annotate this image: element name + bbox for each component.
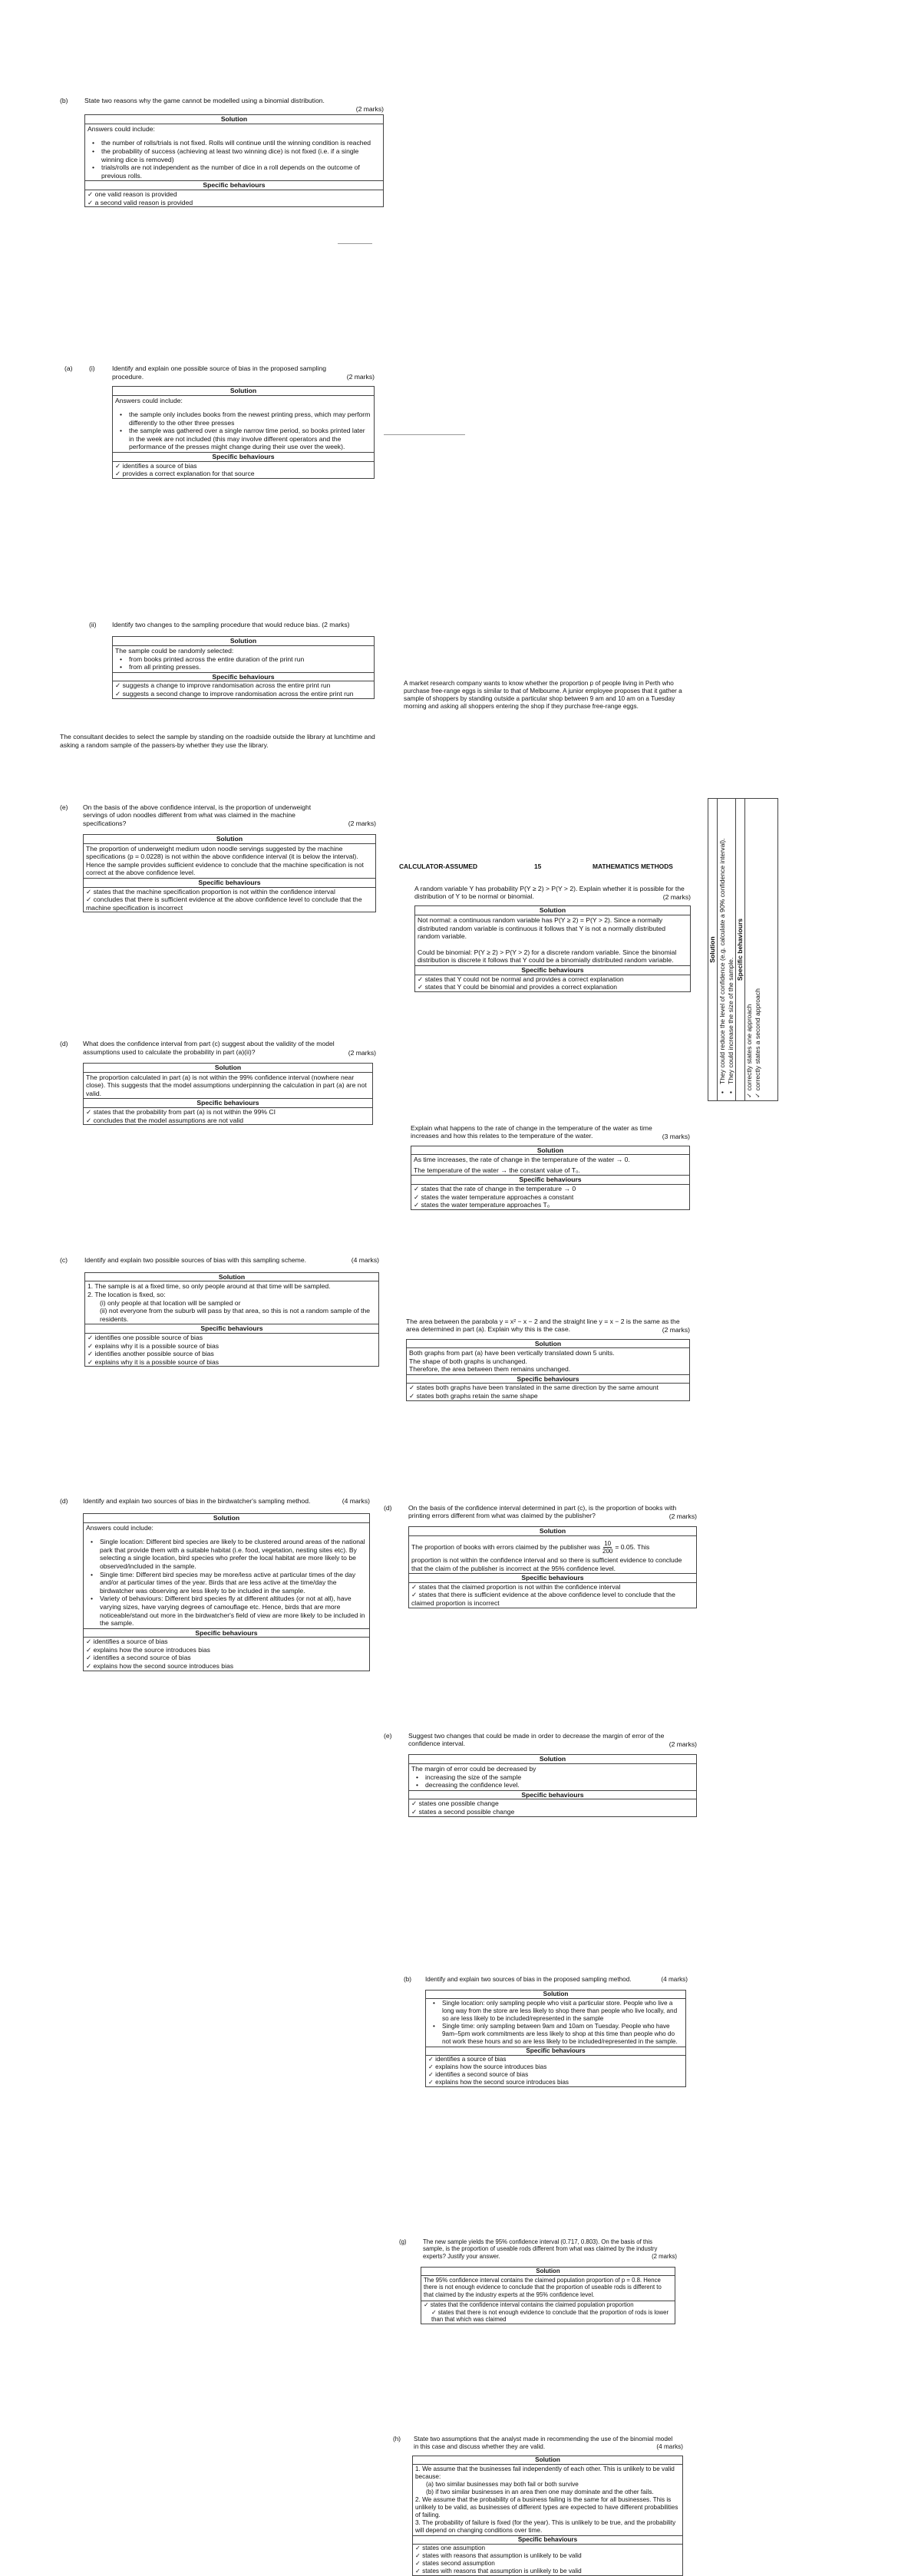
solution-body: The 95% confidence interval contains the claimed population proportion of p = 0.8. Hence there is not enough evidence to conclude that the proportion of useable rods is different to that claimed by the industry experts at the 95% confidence level. <box>421 2276 675 2302</box>
question-text: On the basis of the confidence interval determined in part (c), is the proportion of books with printing errors different from what was claimed by the publisher? <box>408 1503 677 1520</box>
question-marks: (2 marks) <box>662 1325 690 1334</box>
question-text-body: On the basis of the above confidence interval, is the proportion of underweight servings of udon noodles different from what was claimed in the machine specifications? <box>83 803 312 827</box>
question-marks: (2 marks) <box>348 820 376 828</box>
solution-box <box>408 1754 697 1816</box>
question-marks: (4 marks) <box>656 2443 683 2451</box>
question-marks: (4 marks) <box>351 1256 379 1265</box>
question-random-variable <box>414 885 691 992</box>
behaviour-item: ✓ identifies a source of bias <box>115 461 197 470</box>
behaviour-item: ✓ a second valid reason is provided <box>87 198 193 206</box>
solution-heading: Solution <box>426 1991 685 1999</box>
list-item: 2. The location is fixed, so: <box>87 1291 166 1299</box>
market-research-intro: A market research company wants to know whether the proportion p of people living in Perth who purchase free-range eggs is similar to that of Melbourne. A junior employee proposes that it gather a sample of shoppers by standing outside a particular shop between 9 am and 10 am on a Tuesday morning and asking all shoppers entering the shop if they purchase free-range eggs. <box>404 680 682 710</box>
question-text: A random variable Y has probability P(Y ≥ 2) > P(Y > 2). Explain whether it is possible for the distribution of Y to be normal or binomial. <box>414 884 685 901</box>
behaviour-item: ✓ states the water temperature approaches T₀ <box>414 1201 550 1209</box>
behaviour-item: ✓ states a second possible change <box>411 1807 515 1816</box>
list-item: 2. We assume that the probability of a business failing is the same for all businesses. This is unlikely to be valid, as businesses of different types are expected to have different probabilities of failing. <box>415 2496 678 2519</box>
question-a-i <box>64 364 375 479</box>
solution-heading: Solution <box>708 799 718 1100</box>
behaviours-heading: Specific behaviours <box>85 180 383 190</box>
solution-fraction-line <box>411 1540 694 1555</box>
question-label: (a) <box>64 364 73 373</box>
solution-heading: Solution <box>85 1273 378 1282</box>
question-marks: (3 marks) <box>662 1132 690 1140</box>
question-label: (b) <box>404 1975 412 1983</box>
solution-box <box>408 1526 697 1608</box>
question-label: (d) <box>60 1040 68 1048</box>
behaviour-item: ✓ suggests a change to improve randomisation across the entire print run <box>115 681 331 690</box>
solution-heading: Solution <box>411 1146 689 1156</box>
solution-box <box>83 834 376 912</box>
behaviour-item: ✓ states with reasons that assumption is unlikely to be valid <box>415 2568 582 2575</box>
solution-intro: Answers could include: <box>87 124 155 133</box>
question-label: (b) <box>60 97 68 104</box>
solution-body: The proportion of underweight medium udon noodle servings suggested by the machine specifications (p = 0.0228) is not within the above confidence interval (it is below the interval). Hence the sample provides sufficient evidence to conclude that the machine specification is not correct at the above confidence level. <box>86 844 364 877</box>
question-text: What does the confidence interval from part (c) suggest about the validity of the model assumptions used to calculate the probability in part (a)(ii)? <box>83 1040 335 1056</box>
question-text: State two reasons why the game cannot be modelled using a binomial distribution. <box>84 97 325 104</box>
solution-intro: Answers could include: <box>115 396 183 404</box>
question-marks: (2 marks) <box>348 1048 376 1057</box>
solution-heading: Solution <box>421 2268 675 2276</box>
list-item: • the probability of success (achieving at least two winning dice) is not fixed (i.e. if a single winning dice is removed) <box>101 147 381 163</box>
question-marks: (2 marks) <box>346 373 375 381</box>
behaviours-heading: Specific behaviours <box>113 672 374 682</box>
list-item: • the number of rolls/trials is not fixed. Rolls will continue until the winning condition is reached <box>101 139 381 147</box>
list-item: (a) two similar businesses may both fail or both survive <box>426 2481 579 2489</box>
header-right: MATHEMATICS METHODS <box>593 863 673 870</box>
solution-heading: Solution <box>413 2456 682 2465</box>
question-label: (h) <box>393 2436 401 2443</box>
list-item: • Single location: only sampling people who visit a particular store. People who live a long way from the store are less likely to shop there than people who live locally, and so are less likely to be included/represented in the sample <box>442 2000 683 2023</box>
behaviours-heading: Specific behaviours <box>84 1098 372 1108</box>
list-item: • Variety of behaviours: Different bird species fly at different altitudes (or not at all), have varying sizes, have varying degrees of camouflage etc. Hence, birds that are more noticeable/stand out more in the birdwatcher's field of view are more likely to be included in the sample. <box>100 1595 367 1627</box>
behaviour-item: ✓ states that Y could not be normal and provides a correct explanation <box>418 975 624 983</box>
solution-box <box>84 114 384 207</box>
behaviour-item: ✓ explains why it is a possible source of bias <box>87 1341 220 1350</box>
behaviour-item: ✓ suggests a second change to improve randomisation across the entire print run <box>115 690 354 698</box>
solution-body: The proportion calculated in part (a) is not within the 99% confidence interval (nowhere near close). This suggests that the model assumptions underpinning the calculation in part (a) are not valid. <box>86 1073 367 1097</box>
behaviours-heading: Specific behaviours <box>85 1324 378 1334</box>
question-c-library <box>60 1256 379 1367</box>
question-text: Identify and explain one possible source of bias in the proposed sampling procedure. <box>112 364 326 381</box>
question-d-model <box>60 1040 376 1125</box>
solution-heading: Solution <box>409 1755 696 1764</box>
solution-text: proportion is not within the confidence interval and so there is sufficient evidence to conclude that the claim of the publisher is incorrect at the 95% confidence level. <box>411 1556 682 1572</box>
behaviour-item: ✓ states that there is sufficient evidence at the above confidence level to conclude that the claimed proportion is incorrect <box>411 1591 675 1607</box>
behaviours-heading: Specific behaviours <box>415 965 690 975</box>
behaviour-item: ✓ explains how the second source introduces bias <box>86 1662 234 1671</box>
behaviour-item: ✓ explains how the source introduces bias <box>428 2063 547 2070</box>
question-marks: (2 marks) <box>668 1512 697 1520</box>
question-label: (d) <box>60 1497 68 1506</box>
rotated-solution <box>708 798 784 1101</box>
header-left: CALCULATOR-ASSUMED <box>399 863 478 870</box>
solution-box <box>421 2267 675 2324</box>
behaviours-heading: Specific behaviours <box>413 2535 682 2545</box>
question-text: The area between the parabola y = x² − x − 2 and the straight line y = x − 2 is the same as the area determined in part (a). Explain why this is the case. <box>406 1317 680 1334</box>
solution-heading: Solution <box>84 1514 369 1523</box>
solution-box <box>112 636 375 698</box>
question-label: (c) <box>60 1256 68 1265</box>
solution-text: The proportion of books with errors claimed by the publisher was <box>411 1543 600 1552</box>
solution-line: The shape of both graphs is unchanged. <box>409 1357 527 1365</box>
question-text: Explain what happens to the rate of change in the temperature of the water as time increases and how this relates to the temperature of the water. <box>411 1123 652 1140</box>
list-item: • Single time: Different bird species may be more/less active at particular times of the day and/or at particular times of the year. Birds that are less active at the time/day the birdwatcher was observing are less likely to be included in the sample. <box>100 1571 367 1595</box>
list-item: • They could increase the size of the sample. <box>727 801 735 1084</box>
behaviour-item: ✓ states the water temperature approaches a constant <box>414 1192 574 1201</box>
fraction-denominator: 200 <box>602 1548 613 1555</box>
list-item: • from all printing presses. <box>129 663 371 671</box>
behaviour-item: ✓ states one possible change <box>411 1799 499 1808</box>
solution-line: As time increases, the rate of change in the temperature of the water → 0. <box>414 1156 630 1164</box>
solution-heading: Solution <box>84 835 375 844</box>
list-item: • increasing the size of the sample <box>425 1773 694 1782</box>
behaviour-item: ✓ identifies one possible source of bias <box>87 1334 203 1341</box>
solution-box <box>412 2456 683 2576</box>
solution-heading: Solution <box>113 637 374 646</box>
list-item: • the sample only includes books from the newest printing press, which may perform differently to the other three presses <box>129 411 371 427</box>
solution-heading: Solution <box>409 1527 696 1536</box>
behaviours-heading: Specific behaviours <box>735 799 745 1100</box>
question-marks: (2 marks) <box>662 892 691 901</box>
question-label: (d) <box>384 1503 392 1512</box>
list-item: 3. The probability of failure is fixed (for the year). This is unlikely to be true, and the probability will depend on changing conditions over time. <box>415 2519 676 2535</box>
behaviour-item: ✓ states that the probability from part (a) is not within the 99% CI <box>86 1108 276 1116</box>
list-item: (b) if two similar businesses in an area then one may dominate and the other fails. <box>426 2489 654 2496</box>
behaviour-item: ✓ correctly states a second approach <box>753 988 761 1098</box>
solution-paragraph: Could be binomial: P(Y ≥ 2) > P(Y > 2) for a discrete random variable. Since the binomial distribution is discrete it follows that Y could be a binomially distributed random variable. <box>418 948 677 965</box>
behaviour-item: ✓ concludes that the model assumptions are not valid <box>86 1116 243 1124</box>
question-e-margin <box>384 1732 697 1817</box>
list-item: 1. We assume that the businesses fail independently of each other. This is unlikely to be valid because: <box>415 2466 675 2481</box>
list-item: • Single time: only sampling between 9am and 10am on Tuesday. People who have 9am–5pm work commitments are less likely to shop at this time than people who do not work these hours and so are less likely to be included/represented in the sample. <box>442 2023 683 2046</box>
solution-heading: Solution <box>113 387 374 396</box>
behaviour-item: ✓ identifies a source of bias <box>428 2055 507 2063</box>
fraction <box>602 1540 612 1555</box>
behaviour-item: ✓ identifies a second source of bias <box>86 1654 191 1662</box>
question-e-udon <box>60 803 376 913</box>
fraction-numerator: 10 <box>604 1540 612 1548</box>
behaviour-item: ✓ explains why it is a possible source of bias <box>87 1357 220 1366</box>
question-text: Identify and explain two sources of bias in the proposed sampling method. <box>425 1975 632 1983</box>
behaviour-item: ✓ one valid reason is provided <box>87 190 177 198</box>
solution-heading: Solution <box>407 1340 689 1349</box>
solution-paragraph: Not normal: a continuous random variable has P(Y ≥ 2) = P(Y > 2). Since a normally distributed random variable is continuous it follows that Y is not a normally distributed random variable. <box>418 916 666 941</box>
question-text: Identify two changes to the sampling procedure that would reduce bias. (2 marks) <box>112 620 350 628</box>
solution-box <box>112 386 375 479</box>
solution-line: The temperature of the water → the constant value of T₀. <box>414 1166 580 1174</box>
solution-box <box>425 1990 686 2087</box>
list-item: 1. The sample is at a fixed time, so only people around at that time will be sampled. <box>87 1282 331 1291</box>
behaviour-item: ✓ states that the claimed proportion is not within the confidence interval <box>411 1582 621 1591</box>
question-sublabel: (ii) <box>89 620 97 628</box>
solution-intro: Answers could include: <box>86 1523 154 1532</box>
behaviours-heading: Specific behaviours <box>407 1374 689 1384</box>
solution-heading: Solution <box>415 906 690 915</box>
behaviour-item: ✓ states that the rate of change in the temperature → 0 <box>414 1184 576 1192</box>
solution-line: Therefore, the area between them remains unchanged. <box>409 1365 571 1374</box>
solution-box <box>406 1339 690 1401</box>
solution-intro: The sample could be randomly selected: <box>115 647 234 655</box>
question-label: (e) <box>384 1731 392 1740</box>
question-text: State two assumptions that the analyst made in recommending the use of the binomial model in this case and discuss whether they are valid. <box>414 2436 673 2451</box>
question-text: Suggest two changes that could be made in order to decrease the margin of error of the confidence interval. <box>408 1731 665 1748</box>
behaviours-heading: Specific behaviours <box>409 1790 696 1800</box>
page-number: 15 <box>534 863 542 870</box>
solution-box <box>83 1063 373 1125</box>
question-b-eggs <box>404 1976 688 2087</box>
question-text: The new sample yields the 95% confidence interval (0.717, 0.803). On the basis of this sample, is the proportion of useable rods different from what was claimed by the industry experts? Justify your answer. <box>423 2238 658 2260</box>
behaviours-heading: Specific behaviours <box>411 1175 689 1185</box>
question-h-assumptions <box>393 2436 683 2576</box>
question-label: (g) <box>399 2238 407 2245</box>
behaviour-item: ✓ identifies a second source of bias <box>428 2070 529 2078</box>
question-marks: (2 marks) <box>355 104 384 113</box>
behaviour-item: ✓ states one assumption <box>415 2545 486 2552</box>
question-a-ii <box>64 621 375 699</box>
behaviour-item: ✓ states that there is not enough evidence to conclude that the proportion of rods is lower than that which was claimed <box>431 2308 669 2324</box>
solution-box <box>708 798 778 1101</box>
list-item: • from books printed across the entire duration of the print run <box>129 655 371 664</box>
list-item: (i) only people at that location will be sampled or <box>100 1298 241 1307</box>
list-item: (ii) not everyone from the suburb will pass by that area, so this is not a random sample of the residents. <box>100 1307 371 1323</box>
question-marks: (2 marks) <box>652 2253 677 2261</box>
behaviour-item: ✓ identifies a source of bias <box>86 1638 168 1646</box>
question-marks: (4 marks) <box>661 1975 688 1983</box>
solution-box <box>414 905 691 991</box>
behaviour-item: ✓ states second assumption <box>415 2560 495 2568</box>
behaviours-heading: Specific behaviours <box>409 1573 696 1583</box>
question-text: Identify and explain two possible sources of bias with this sampling scheme. <box>84 1256 306 1265</box>
consultant-intro: The consultant decides to select the sample by standing on the roadside outside the library at lunchtime and asking a random sample of the passers-by whether they use the library. <box>60 733 375 749</box>
question-b-binomial <box>60 97 384 207</box>
behaviour-item: ✓ concludes that there is sufficient evidence at the above confidence level to conclude that the machine specification is incorrect <box>86 895 362 912</box>
behaviour-item: ✓ explains how the source introduces bias <box>86 1645 210 1654</box>
question-marks: (2 marks) <box>668 1740 697 1748</box>
question-temperature <box>411 1124 690 1210</box>
solution-box <box>83 1513 370 1671</box>
question-d-printing <box>384 1504 697 1608</box>
list-item: • trials/rolls are not independent as the number of dice in a roll depends on the outcome of previous rolls. <box>101 163 381 180</box>
list-item: • decreasing the confidence level. <box>425 1781 694 1789</box>
solution-text: = 0.05. This <box>615 1543 650 1552</box>
solution-intro: The margin of error could be decreased by <box>411 1764 536 1773</box>
list-item: • the sample was gathered over a single narrow time period, so books printed later in the week are not included (this may involve different operators and the performance of the presses might change during their use over the week). <box>129 427 371 451</box>
divider <box>384 434 465 435</box>
question-text: Identify and explain two sources of bias in the birdwatcher's sampling method. <box>83 1497 311 1506</box>
behaviours-heading: Specific behaviours <box>84 1628 369 1638</box>
question-g-rods <box>399 2238 677 2325</box>
solution-heading: Solution <box>85 115 383 124</box>
list-item: • They could reduce the level of confidence (e.g. calculate a 90% confidence interval). <box>718 801 727 1084</box>
solution-box <box>84 1272 379 1367</box>
behaviour-item: ✓ provides a correct explanation for that source <box>115 470 255 478</box>
question-d-birdwatcher <box>60 1497 370 1671</box>
question-parabola <box>406 1318 690 1401</box>
behaviour-item: ✓ states that the machine specification proportion is not within the confidence interval <box>86 887 335 895</box>
behaviour-item: ✓ states with reasons that assumption is unlikely to be valid <box>415 2552 582 2560</box>
behaviour-item: ✓ states that Y could be binomial and provides a correct explanation <box>418 983 618 991</box>
behaviours-heading: Specific behaviours <box>426 2047 685 2056</box>
behaviour-item: ✓ states that the confidence interval contains the claimed population proportion <box>424 2301 634 2309</box>
behaviour-item: ✓ explains how the second source introduces bias <box>428 2078 569 2086</box>
behaviour-item: ✓ identifies another possible source of bias <box>87 1350 214 1358</box>
solution-heading: Solution <box>84 1064 372 1073</box>
solution-line: Both graphs from part (a) have been vertically translated down 5 units. <box>409 1349 615 1357</box>
question-marks: (4 marks) <box>342 1497 370 1506</box>
solution-box <box>411 1146 690 1210</box>
behaviour-item: ✓ states both graphs have been translated in the same direction by the same amount <box>409 1384 659 1392</box>
question-label: (e) <box>60 803 68 811</box>
divider <box>338 243 372 244</box>
behaviours-heading: Specific behaviours <box>84 878 375 888</box>
behaviours-heading: Specific behaviours <box>113 452 374 462</box>
list-item: • Single location: Different bird species are likely to be clustered around areas of the national park that provide them with a suitable habitat (i.e. food, vegetation, nesting sites etc). By selecting a single location, bird species who prefer the local habitat are more likely to be observed/included in the sample. <box>100 1538 367 1570</box>
question-sublabel: (i) <box>89 364 95 373</box>
behaviour-item: ✓ states both graphs retain the same shape <box>409 1392 538 1400</box>
behaviour-item: ✓ correctly states one approach <box>745 1004 754 1098</box>
